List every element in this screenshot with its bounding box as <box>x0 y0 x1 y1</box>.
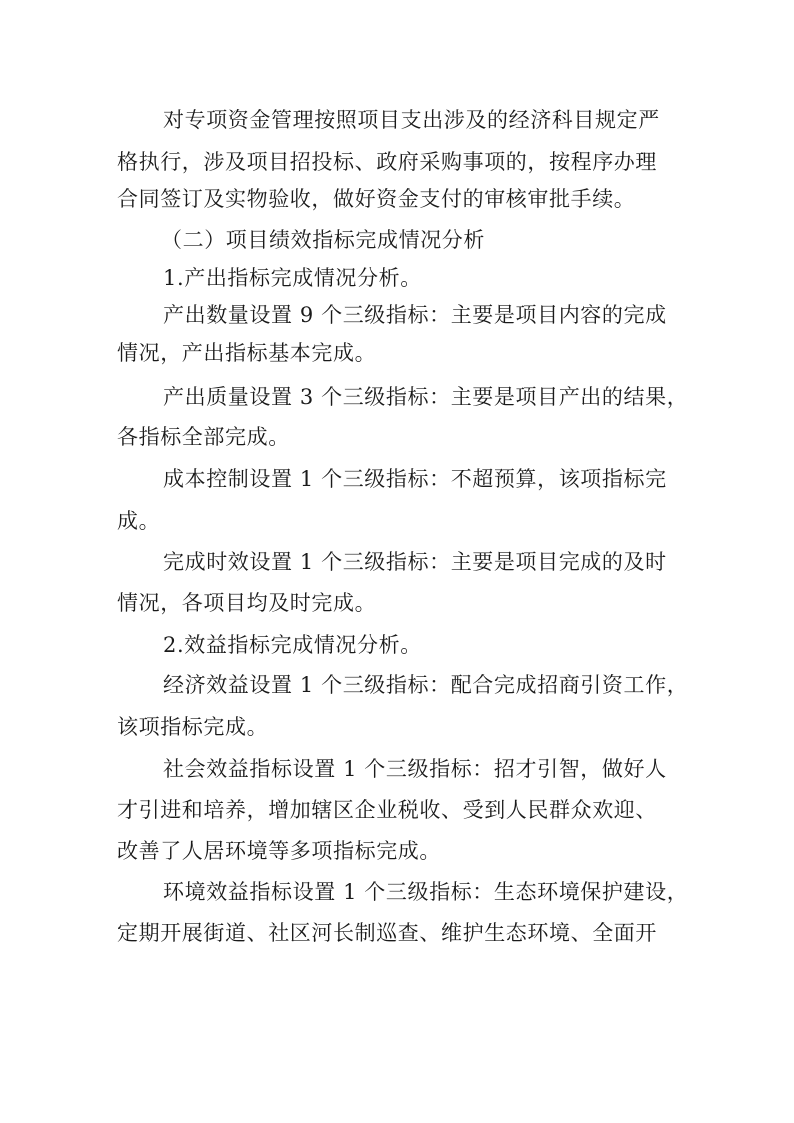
section-heading: （二）项目绩效指标完成情况分析 <box>161 228 485 252</box>
paragraph-line: 才引进和培养，增加辖区企业税收、受到人民群众欢迎、 <box>117 798 657 822</box>
paragraph-line: 环境效益指标设置 1 个三级指标：生态环境保护建设， <box>163 880 689 904</box>
paragraph-line: 成本控制设置 1 个三级指标：不超预算，该项指标完 <box>163 467 667 491</box>
paragraph-line: 改善了人居环境等多项指标完成。 <box>117 839 441 863</box>
paragraph-line: 产出数量设置 9 个三级指标：主要是项目内容的完成 <box>163 303 667 327</box>
paragraph-line: 情况，产出指标基本完成。 <box>117 341 377 365</box>
paragraph-line: 各指标全部完成。 <box>117 425 290 449</box>
paragraph-line: 情况，各项目均及时完成。 <box>117 591 377 615</box>
paragraph-line: 经济效益设置 1 个三级指标：配合完成招商引资工作， <box>163 673 689 697</box>
paragraph-line: 完成时效设置 1 个三级指标：主要是项目完成的及时 <box>163 550 667 574</box>
paragraph-line: 对专项资金管理按照项目支出涉及的经济科目规定严 <box>163 108 660 132</box>
paragraph-line: 该项指标完成。 <box>117 715 269 739</box>
paragraph-line: 成。 <box>117 509 161 533</box>
subsection-heading: 2.效益指标完成情况分析。 <box>163 633 422 657</box>
paragraph-line: 产出质量设置 3 个三级指标：主要是项目产出的结果， <box>163 385 689 409</box>
paragraph-line: 合同签订及实物验收，做好资金支付的审核审批手续。 <box>117 187 636 211</box>
subsection-heading: 1.产出指标完成情况分析。 <box>163 266 422 290</box>
paragraph-line: 定期开展街道、社区河长制巡查、维护生态环境、全面开 <box>117 921 657 945</box>
paragraph-line: 格执行，涉及项目招投标、政府采购事项的，按程序办理 <box>117 150 657 174</box>
paragraph-line: 社会效益指标设置 1 个三级指标：招才引智，做好人 <box>163 757 667 781</box>
